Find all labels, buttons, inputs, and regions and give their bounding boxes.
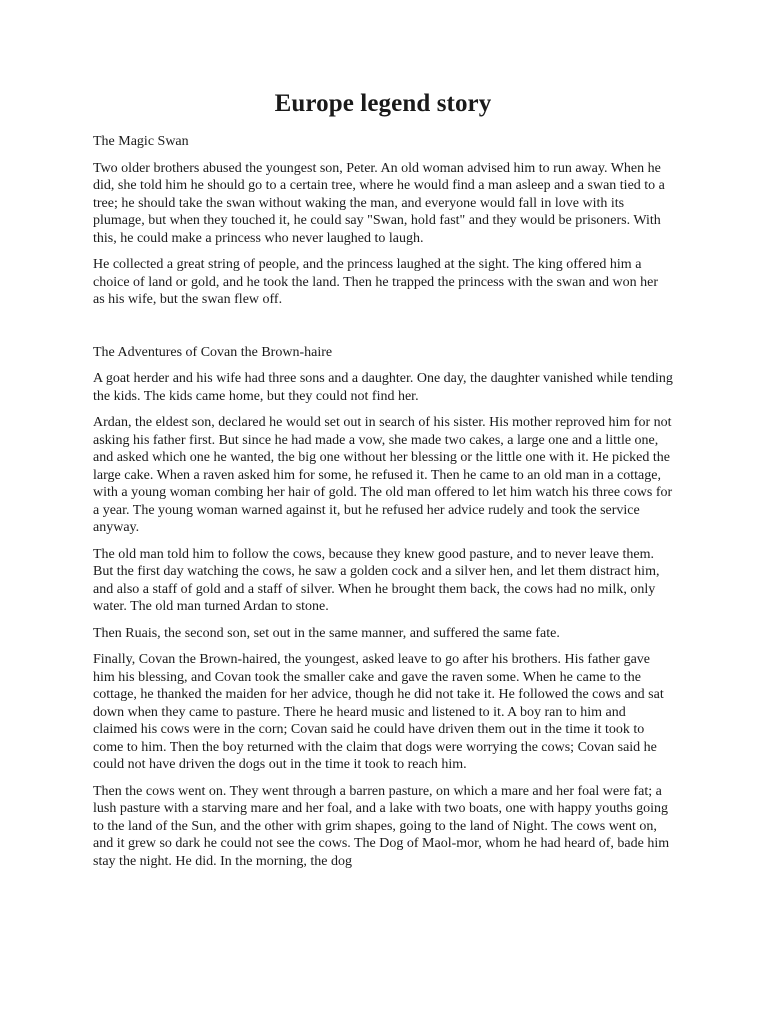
paragraph: He collected a great string of people, and the princess laughed at the sight. The king offered him a choice of land or gold, and he took the land. Then he trapped the princess with the swan and won her as his wife, but the swan flew off. bbox=[93, 257, 659, 307]
section-spacer bbox=[93, 318, 673, 344]
paragraph: A goat herder and his wife had three sons and a daughter. One day, the daughter vanished while tending the kids. The kids came home, but they could not find her. bbox=[93, 371, 673, 404]
story-section-magic-swan bbox=[93, 133, 673, 309]
document-title: Europe legend story bbox=[274, 90, 492, 117]
paragraph: Ardan, the eldest son, declared he would set out in search of his sister. His mother reproved him for not asking his father first. But since he had made a vow, she made two cakes, a large one and a little one, and asked which one he wanted, the big one without her blessing or the little one with it. He picked the large cake. When a raven asked him for some, he refused it. Then he came to an old man in a cottage, with a young woman combing her hair of gold. The old man offered to let him watch his three cows for a year. The young woman warned against it, but he refused her advice rudely and took the service anyway. bbox=[93, 415, 673, 535]
story-heading: The Magic Swan bbox=[93, 134, 189, 149]
story-section-covan bbox=[93, 344, 673, 871]
paragraph: Two older brothers abused the youngest son, Peter. An old woman advised him to run away. When he did, she told him he should go to a certain tree, where he would find a man asleep and a swan tied to a tree; he should take the swan without waking the man, and everyone would fall in love with its plumage, but when they touched it, he could say "Swan, hold fast" and they would be prisoners. With this, he could make a princess who never laughed to laugh. bbox=[93, 160, 665, 246]
paragraph: Finally, Covan the Brown-haired, the youngest, asked leave to go after his brothers. His father gave him his blessing, and Covan took the smaller cake and gave the raven some. When he came to the cottage, he thanked the maiden for her advice, though he did not take it. He followed the cows and sat down when they came to pasture. There he heard music and listened to it. A boy ran to him and claimed his cows were in the corn; Covan said he could have driven them out in the time it took to come to him. Then the boy returned with the claim that dogs were worrying the cows; Covan said he could not have driven the dogs out in the time it took to reach him. bbox=[93, 652, 664, 772]
paragraph: Then the cows went on. They went through a barren pasture, on which a mare and her foal were fat; a lush pasture with a starving mare and her foal, and a lake with two boats, one with happy youths going to the land of the Sun, and the other with grim shapes, going to the land of Night. The cows went on, and it grew so dark he could not see the cows. The Dog of Maol-mor, whom he had heard of, bade him stay the night. He did. In the morning, the dog bbox=[93, 783, 670, 869]
document-page bbox=[93, 88, 673, 879]
story-heading: The Adventures of Covan the Brown-haire bbox=[93, 344, 333, 360]
paragraph: The old man told him to follow the cows, because they knew good pasture, and to never leave them. But the first day watching the cows, he saw a golden cock and a silver hen, and let them distract him, and also a staff of gold and a staff of silver. When he brought them back, the cows had no milk, only water. The old man turned Ardan to stone. bbox=[93, 546, 660, 614]
paragraph: Then Ruais, the second son, set out in the same manner, and suffered the same fate. bbox=[93, 625, 560, 641]
